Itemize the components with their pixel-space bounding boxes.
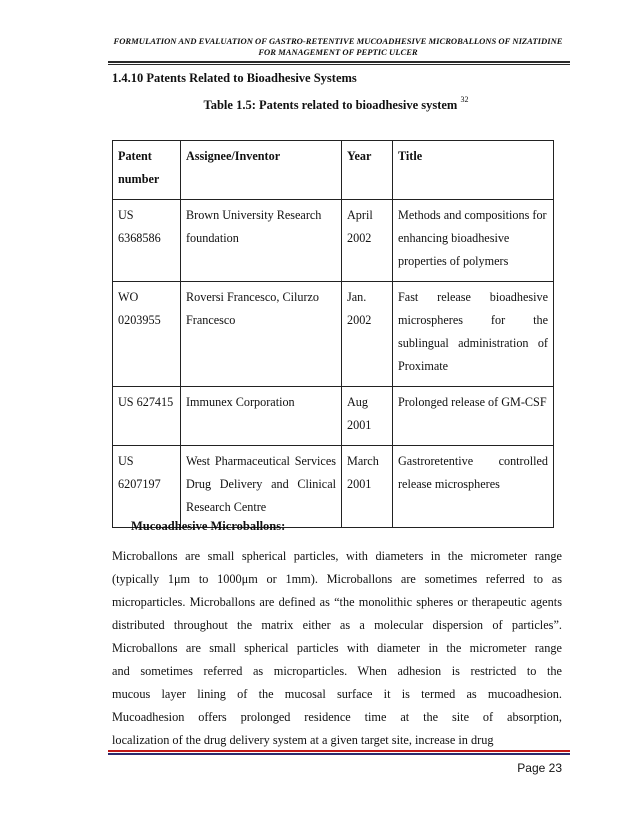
table-caption-text: Table 1.5: Patents related to bioadhesive system xyxy=(203,98,458,113)
paragraph-line: mucous layer lining of the mucosal surface it is termed as mucoadhesion. xyxy=(112,687,562,701)
page-number: Page 23 xyxy=(517,761,562,775)
table-header-row xyxy=(113,141,554,200)
column-header-title: Title xyxy=(393,141,554,200)
cell-patent: US 6368586 xyxy=(113,200,181,282)
cell-patent: US 6207197 xyxy=(113,446,181,528)
column-header-patent: Patent number xyxy=(113,141,181,200)
footer-rule-navy xyxy=(108,753,570,755)
header-rule-thin xyxy=(108,64,570,65)
table-caption-reference: 32 xyxy=(460,95,469,104)
cell-title: Prolonged release of GM-CSF xyxy=(393,387,554,446)
paragraph-line: distributed throughout the matrix either as a molecular dispersion of particles”. xyxy=(112,618,562,632)
paragraph-line: localization of the drug delivery system at a given target site, increase in drug xyxy=(112,733,494,747)
paragraph-line: Mucoadhesion offers prolonged residence time at the site of absorption, xyxy=(112,710,562,724)
cell-title: Fast release bioadhesive microspheres for the sublingual administration of Proximate xyxy=(393,282,554,387)
table-row xyxy=(113,200,554,282)
paragraph-line: Microballons are small spherical particles, with diameters in the micrometer range xyxy=(112,549,562,563)
paragraph-line: (typically 1μm to 1000μm or 1mm). Microballons are sometimes referred to as xyxy=(112,572,562,586)
cell-title: Methods and compositions for enhancing bioadhesive properties of polymers xyxy=(393,200,554,282)
cell-assignee: Roversi Francesco, Cilurzo Francesco xyxy=(181,282,342,387)
section-title: 1.4.10 Patents Related to Bioadhesive Systems xyxy=(112,71,357,85)
cell-title: Gastroretentive controlled release microspheres xyxy=(393,446,554,528)
table-row xyxy=(113,282,554,387)
table-row xyxy=(113,446,554,528)
paragraph-line: microparticles. Microballons are defined as “the monolithic spheres or therapeutic agents xyxy=(112,595,562,609)
cell-patent: WO 0203955 xyxy=(113,282,181,387)
paragraph-line: and sometimes referred as microparticles. When adhesion is restricted to the xyxy=(112,664,562,678)
running-header-line-2: FOR MANAGEMENT OF PEPTIC ULCER xyxy=(258,47,418,57)
patents-table xyxy=(112,140,554,528)
subheading: Mucoadhesive Microballons: xyxy=(131,519,286,533)
cell-assignee: Immunex Corporation xyxy=(181,387,342,446)
cell-assignee: West Pharmaceutical Services Drug Delivery and Clinical Research Centre xyxy=(181,446,342,528)
cell-patent: US 627415 xyxy=(113,387,181,446)
table-caption xyxy=(112,97,560,113)
table-row xyxy=(113,387,554,446)
cell-assignee: Brown University Research foundation xyxy=(181,200,342,282)
running-header-line-1: FORMULATION AND EVALUATION OF GASTRO-RETENTIVE MUCOADHESIVE MICROBALLONS OF NIZATIDINE xyxy=(113,36,563,46)
cell-year: Jan. 2002 xyxy=(342,282,393,387)
cell-year: April 2002 xyxy=(342,200,393,282)
running-header xyxy=(108,36,568,58)
cell-year: March 2001 xyxy=(342,446,393,528)
cell-year: Aug 2001 xyxy=(342,387,393,446)
column-header-year: Year xyxy=(342,141,393,200)
footer-rule-red xyxy=(108,750,570,752)
header-rule xyxy=(108,61,570,63)
paragraph-line: Microballons are small spherical particles with diameter in the micrometer range xyxy=(112,641,562,655)
body-paragraph xyxy=(112,545,562,752)
column-header-assignee: Assignee/Inventor xyxy=(181,141,342,200)
